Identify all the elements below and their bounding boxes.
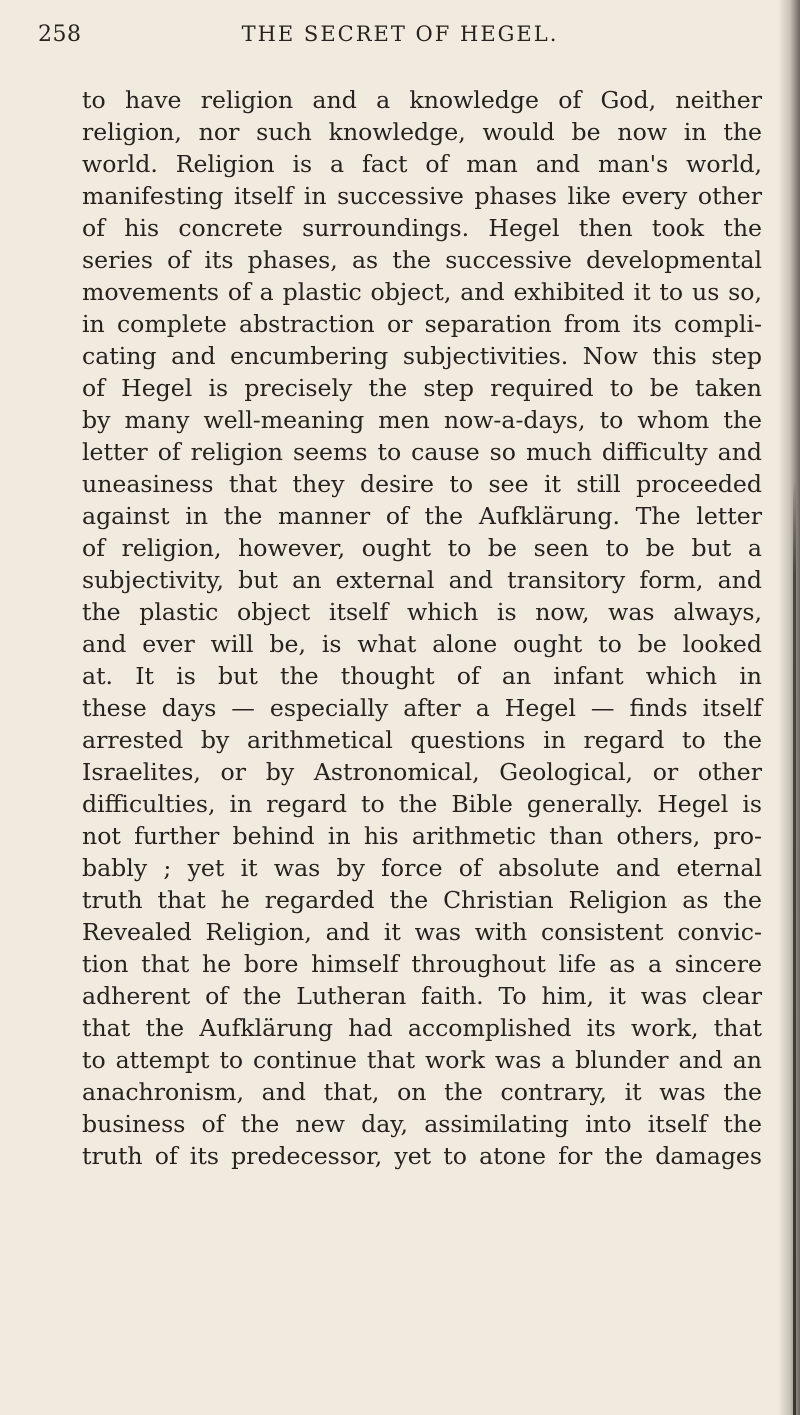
text-line: Israelites, or by Astronomical, Geological, or other: [82, 758, 762, 786]
text-line: subjectivity, but an external and transitory form, and: [82, 566, 762, 594]
text-line: religion, nor such knowledge, would be now in the: [82, 118, 762, 146]
text-line: not further behind in his arithmetic than others, pro-: [82, 822, 762, 850]
running-head: THE SECRET OF HEGEL.: [241, 22, 559, 46]
text-line: that the Aufklärung had accomplished its work, that: [82, 1014, 762, 1042]
text-line: business of the new day, assimilating into itself the: [82, 1110, 762, 1138]
text-line: truth that he regarded the Christian Religion as the: [82, 886, 762, 914]
text-line: of Hegel is precisely the step required to be taken: [82, 374, 762, 402]
text-line: and ever will be, is what alone ought to be looked: [82, 630, 762, 658]
text-line: to attempt to continue that work was a blunder and an: [82, 1046, 762, 1074]
text-line: against in the manner of the Aufklärung. The letter: [82, 502, 762, 530]
text-line: uneasiness that they desire to see it still proceeded: [82, 470, 762, 498]
text-line: adherent of the Lutheran faith. To him, it was clear: [82, 982, 762, 1010]
text-line: at. It is but the thought of an infant which in: [82, 662, 762, 690]
text-line: world. Religion is a fact of man and man's world,: [82, 150, 762, 178]
text-line: series of its phases, as the successive developmental: [82, 246, 762, 274]
page-edge-line: [793, 480, 796, 1415]
text-line: of religion, however, ought to be seen to be but a: [82, 534, 762, 562]
text-line: truth of its predecessor, yet to atone for the damages: [82, 1142, 762, 1170]
text-line: cating and encumbering subjectivities. Now this step: [82, 342, 762, 370]
text-line: of his concrete surroundings. Hegel then took the: [82, 214, 762, 242]
text-line: by many well-meaning men now-a-days, to whom the: [82, 406, 762, 434]
body-text: [82, 84, 762, 1172]
text-line: Revealed Religion, and it was with consistent convic-: [82, 918, 762, 946]
text-line: the plastic object itself which is now, was always,: [82, 598, 762, 626]
text-line: letter of religion seems to cause so much difficulty and: [82, 438, 762, 466]
page-edge-shadow: [778, 0, 800, 1415]
text-line: difficulties, in regard to the Bible generally. Hegel is: [82, 790, 762, 818]
text-line: movements of a plastic object, and exhibited it to us so,: [82, 278, 762, 306]
text-line: to have religion and a knowledge of God, neither: [82, 86, 762, 114]
page-number: 258: [38, 22, 82, 47]
text-line: anachronism, and that, on the contrary, it was the: [82, 1078, 762, 1106]
text-line: in complete abstraction or separation from its compli-: [82, 310, 762, 338]
text-line: manifesting itself in successive phases like every other: [82, 182, 762, 210]
text-line: these days — especially after a Hegel — finds itself: [82, 694, 762, 722]
text-line: bably ; yet it was by force of absolute and eternal: [82, 854, 762, 882]
page-header: [0, 22, 800, 62]
text-line: arrested by arithmetical questions in regard to the: [82, 726, 762, 754]
text-line: tion that he bore himself throughout life as a sincere: [82, 950, 762, 978]
